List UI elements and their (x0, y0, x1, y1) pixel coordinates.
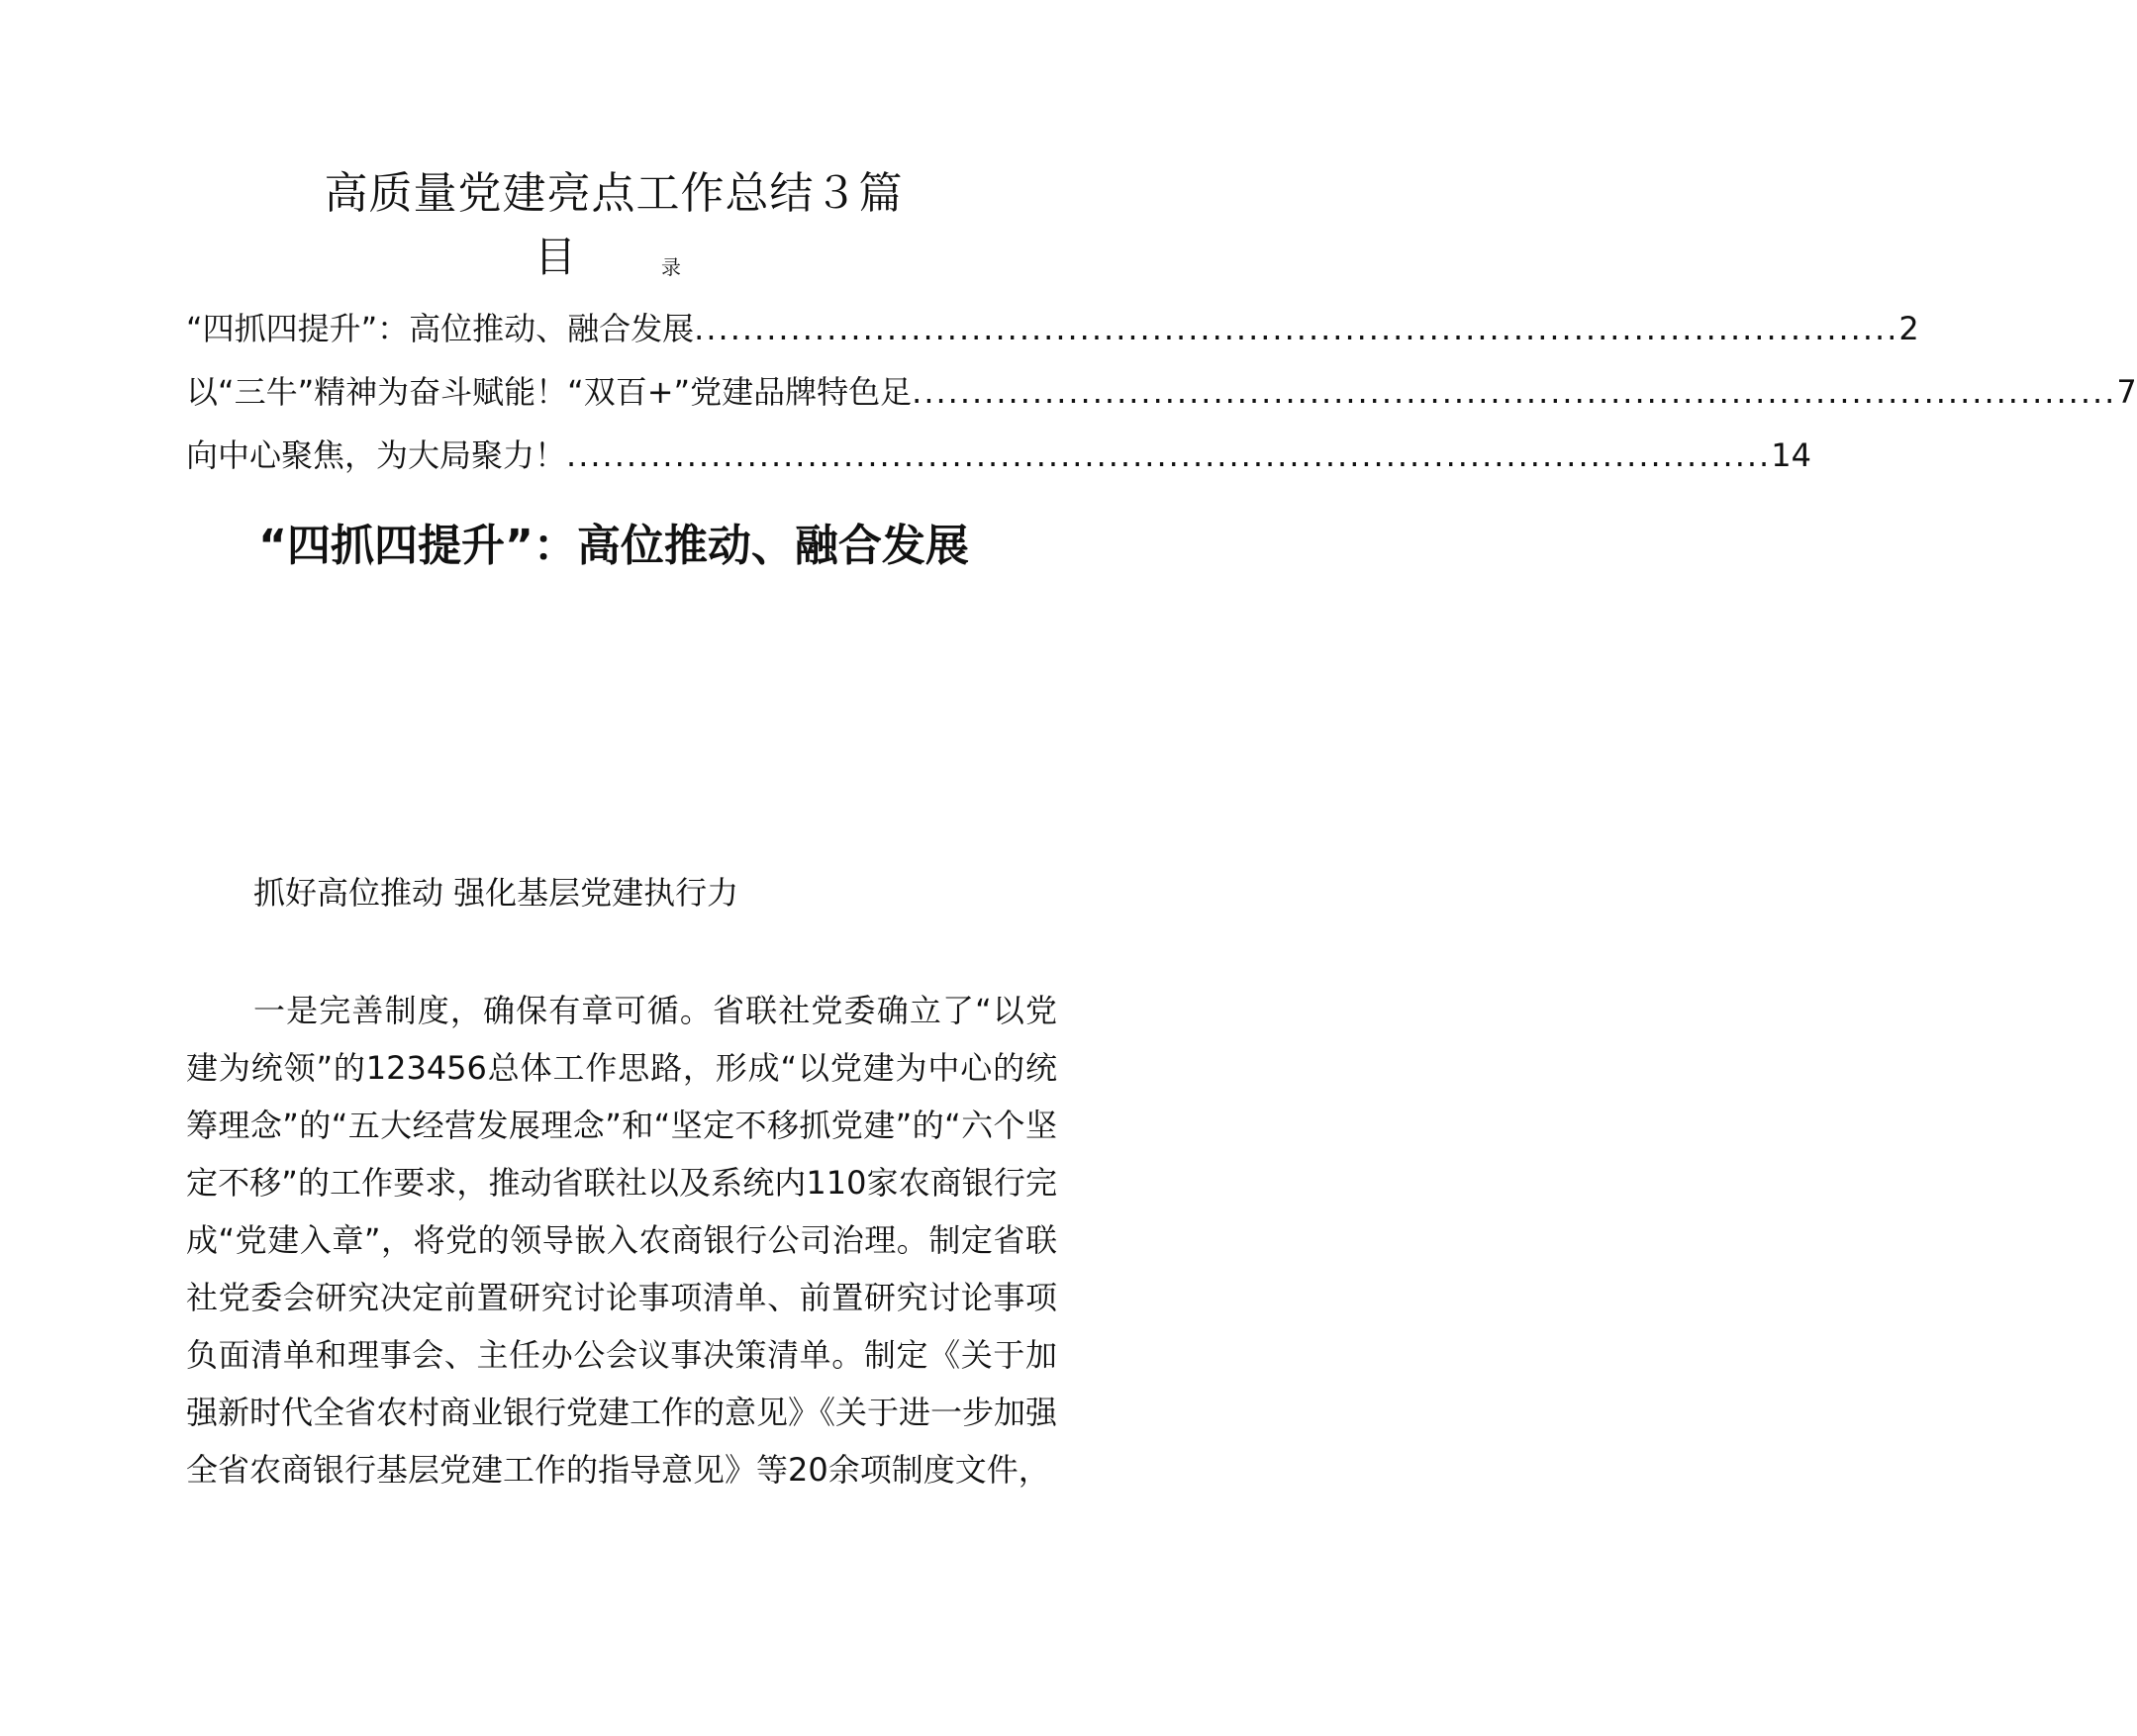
toc-heading-small: 录 (661, 255, 681, 279)
toc-heading-main: 目 (534, 233, 577, 281)
toc-entry-page: 14 (1771, 436, 1811, 474)
toc-leader-dots: .................................................................................................... (694, 310, 1899, 347)
toc-entry-title: 以“三牛”精神为奋斗赋能！“双百+”党建品牌特色足 (186, 373, 913, 411)
toc-entry-page: 7 (2116, 373, 2137, 411)
toc-entry-title: “四抓四提升”：高位推动、融合发展 (186, 310, 695, 347)
toc-entry[interactable] (186, 297, 1919, 360)
table-of-contents (186, 297, 2137, 487)
toc-entry-title: 向中心聚焦，为大局聚力！ (186, 436, 567, 474)
section-title: “四抓四提升”：高位推动、融合发展 (258, 521, 969, 571)
toc-entry[interactable] (186, 424, 1811, 487)
toc-leader-dots: .................................................................................................... (912, 373, 2117, 411)
document-title: 高质量党建亮点工作总结３篇 (324, 168, 904, 219)
toc-entry[interactable] (186, 360, 2137, 424)
toc-heading (0, 230, 1227, 285)
section-subheading: 抓好高位推动 强化基层党建执行力 (253, 874, 739, 912)
toc-leader-dots: .................................................................................................... (566, 436, 1772, 474)
body-paragraph: 一是完善制度，确保有章可循。省联社党委确立了“以党建为统领”的123456总体工作思路，形成“以党建为中心的统筹理念”的“五大经营发展理念”和“坚定不移抓党建”的“六个坚定不移”的工作要求，推动省联社以及系统内110家农商银行完成“党建入章”，将党的领导嵌入农商银行公司治理。制定省联社党委会研究决定前置研究讨论事项清单、前置研究讨论事项负面清单和理事会、主任办公会议事决策清单。制定《关于加强新时代全省农村商业银行党建工作的意见》《关于进一步加强全省农商银行基层党建工作的指导意见》等20余项制度文件， (186, 992, 1058, 1489)
toc-entry-page: 2 (1898, 310, 1919, 347)
body-text (186, 982, 1057, 1498)
